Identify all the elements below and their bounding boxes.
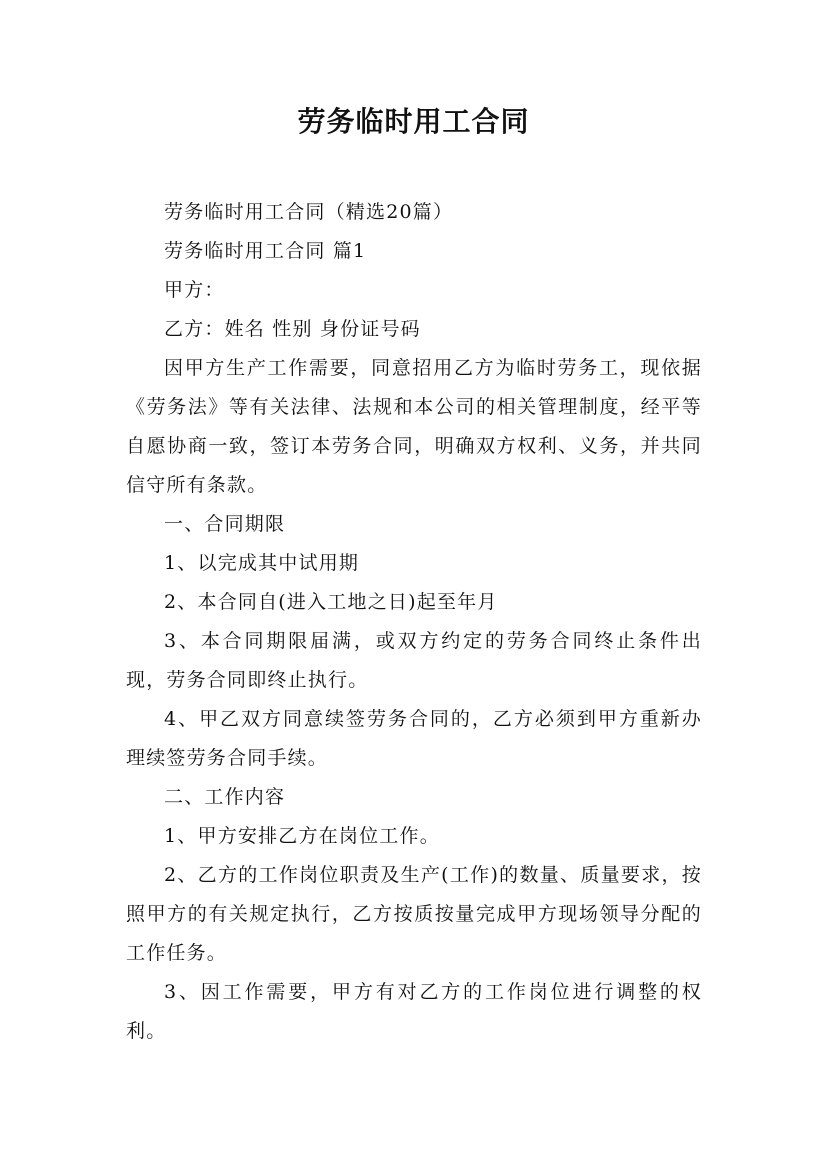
paragraph-term-4: 4、甲乙双方同意续签劳务合同的，乙方必须到甲方重新办理续签劳务合同手续。	[126, 708, 702, 769]
paragraph-subtitle: 劳务临时用工合同（精选20篇）	[164, 201, 454, 223]
paragraph-section-heading: 劳务临时用工合同 篇1	[164, 240, 367, 262]
paragraph-work-3: 3、因工作需要，甲方有对乙方的工作岗位进行调整的权利。	[126, 981, 702, 1042]
paragraph-party-a: 甲方：	[164, 279, 225, 301]
paragraph-term-2: 2、本合同自(进入工地之日)起至年月	[164, 591, 498, 613]
document-title: 劳务临时用工合同	[297, 105, 530, 138]
paragraph-work-1: 1、甲方安排乙方在岗位工作。	[164, 825, 440, 847]
paragraph-term-3: 3、本合同期限届满，或双方约定的劳务合同终止条件出现，劳务合同即终止执行。	[126, 630, 702, 691]
paragraph-preamble: 因甲方生产工作需要，同意招用乙方为临时劳务工，现依据《劳务法》等有关法律、法规和本公司的相关管理制度，经平等自愿协商一致，签订本劳务合同，明确双方权利、义务，并共同信守所有条款。	[126, 357, 702, 496]
paragraph-heading-work: 二、工作内容	[164, 786, 286, 808]
paragraph-heading-term: 一、合同期限	[164, 513, 286, 535]
paragraph-party-b: 乙方：姓名 性别 身份证号码	[164, 318, 421, 340]
paragraph-term-1: 1、以完成其中试用期	[164, 552, 360, 574]
document-body	[126, 193, 702, 1051]
paragraph-work-2: 2、乙方的工作岗位职责及生产(工作)的数量、质量要求，按照甲方的有关规定执行，乙方按质按量完成甲方现场领导分配的工作任务。	[126, 864, 702, 964]
